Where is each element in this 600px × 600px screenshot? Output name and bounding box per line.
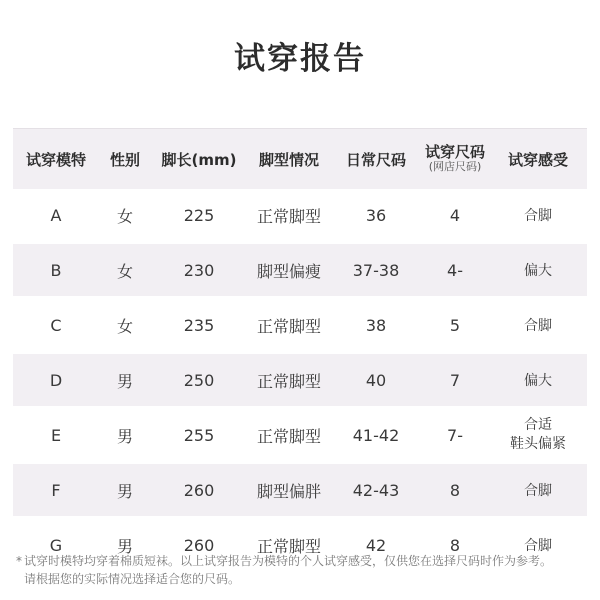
cell-feel-text: 合脚 (524, 538, 552, 554)
table-row (13, 244, 587, 296)
cell-daily-size: 37-38 (352, 260, 400, 280)
cell-gender: 男 (116, 536, 133, 556)
cell-foot-type: 正常脚型 (256, 371, 321, 391)
cell-feel-text: 偏大 (524, 263, 552, 279)
footnote-line-2: 请根据您的实际情况选择适合您的尺码。 (24, 572, 241, 586)
cell-tried-size: 7- (447, 425, 463, 445)
col-header-foot-type: 脚型情况 (258, 150, 319, 169)
table-row (13, 299, 587, 351)
col-header-daily-size: 日常尺码 (345, 150, 406, 169)
cell-feel-text: 合脚 (524, 208, 552, 224)
cell-model: D (49, 370, 63, 390)
footnote-line-1 (16, 552, 588, 570)
cell-feel-text: 偏大 (524, 373, 552, 389)
cell-foot-type: 正常脚型 (256, 536, 321, 556)
cell-feel (489, 260, 587, 280)
cell-gender: 女 (116, 316, 133, 336)
cell-tried-size: 8 (449, 480, 461, 500)
cell-daily-size: 41-42 (352, 425, 400, 445)
col-header-model: 试穿模特 (25, 150, 86, 169)
cell-foot-type: 正常脚型 (256, 426, 321, 446)
table-row (13, 354, 587, 406)
cell-foot-length: 225 (183, 205, 215, 225)
cell-gender: 男 (116, 426, 133, 446)
cell-daily-size: 36 (365, 205, 387, 225)
cell-model: G (49, 535, 63, 555)
cell-model: B (50, 260, 62, 280)
cell-feel-line-1: 合适 (524, 417, 552, 434)
table-row (13, 189, 587, 241)
footnote-text-1: 试穿时模特均穿着棉质短袜。以上试穿报告为模特的个人试穿感受，仅供您在选择尺码时作为参考。 (24, 554, 553, 568)
cell-model: A (50, 205, 62, 225)
cell-feel (489, 315, 587, 335)
footnote (16, 552, 588, 588)
cell-feel (489, 370, 587, 390)
cell-feel-line-2: 鞋头偏紧 (510, 436, 566, 452)
cell-tried-size: 4 (449, 205, 461, 225)
table-header (13, 128, 587, 189)
cell-feel (489, 416, 587, 454)
col-header-feel: 试穿感受 (507, 150, 568, 169)
cell-foot-type: 脚型偏瘦 (256, 261, 321, 281)
table-row (13, 464, 587, 516)
cell-tried-size: 8 (449, 535, 461, 555)
cell-feel-text: 合脚 (524, 318, 552, 334)
footnote-star: * (16, 554, 22, 568)
cell-foot-length: 250 (183, 370, 215, 390)
cell-model: F (51, 480, 61, 500)
cell-gender: 男 (116, 371, 133, 391)
cell-feel (489, 480, 587, 500)
cell-foot-length: 230 (183, 260, 215, 280)
cell-model: E (50, 425, 62, 445)
cell-foot-type: 脚型偏胖 (256, 481, 321, 501)
col-header-gender: 性别 (109, 150, 140, 169)
cell-gender: 女 (116, 206, 133, 226)
cell-daily-size: 40 (365, 370, 387, 390)
cell-tried-size: 5 (449, 315, 461, 335)
cell-foot-type: 正常脚型 (256, 316, 321, 336)
cell-tried-size: 7 (449, 370, 461, 390)
cell-model: C (50, 315, 62, 335)
col-header-tried-size (421, 144, 489, 174)
cell-gender: 女 (116, 261, 133, 281)
table-body (13, 189, 587, 571)
cell-daily-size: 42 (365, 535, 387, 555)
page-title: 试穿报告 (234, 41, 366, 77)
cell-foot-length: 235 (183, 315, 215, 335)
cell-daily-size: 38 (365, 315, 387, 335)
cell-tried-size: 4- (447, 260, 463, 280)
cell-daily-size: 42-43 (352, 480, 400, 500)
cell-foot-length: 255 (183, 425, 215, 445)
fit-report-table (13, 128, 587, 574)
cell-gender: 男 (116, 481, 133, 501)
col-header-tried-size-sub: (网店尺码) (428, 160, 482, 174)
cell-foot-length: 260 (183, 535, 215, 555)
col-header-tried-size-label: 试穿尺码 (424, 143, 485, 162)
cell-foot-type: 正常脚型 (256, 206, 321, 226)
col-header-foot-length: 脚长(mm) (161, 150, 237, 169)
cell-foot-length: 260 (183, 480, 215, 500)
cell-feel (489, 205, 587, 225)
cell-feel-text: 合脚 (524, 483, 552, 499)
table-row (13, 409, 587, 461)
